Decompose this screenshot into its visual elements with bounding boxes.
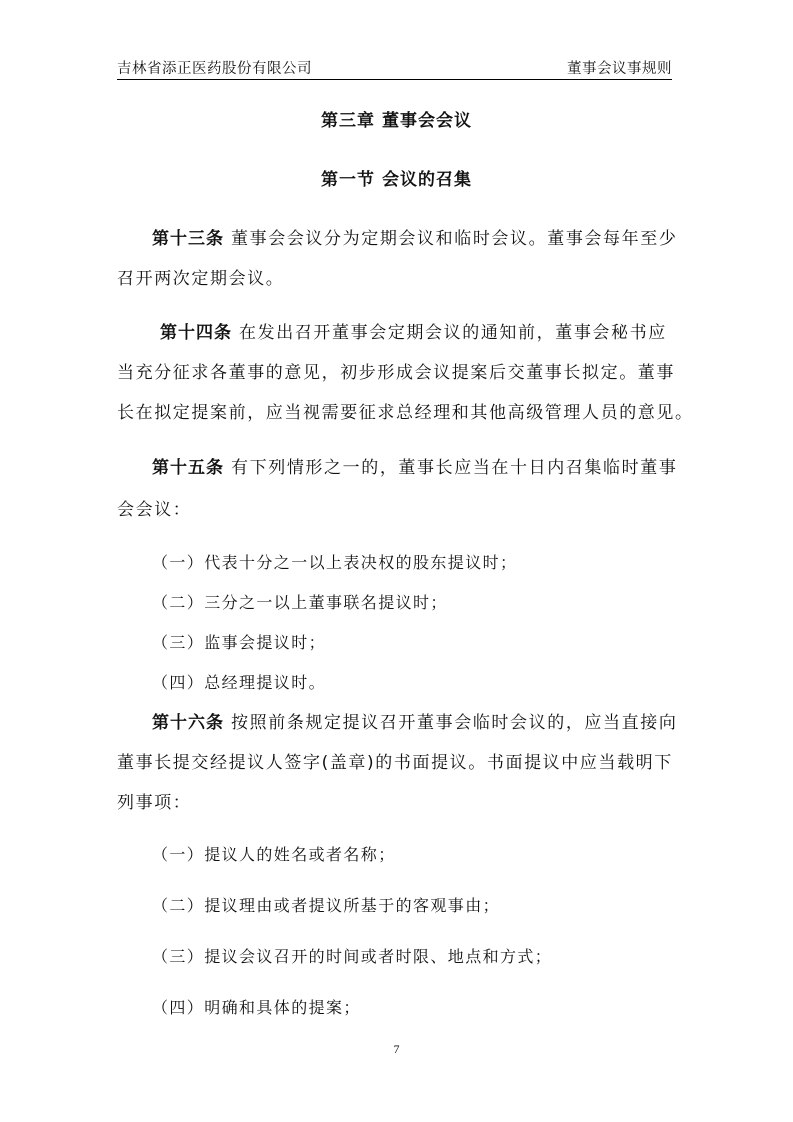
- article-15-line-1: [152, 453, 722, 478]
- article-16-item-4: （四）明确和具体的提案；: [152, 998, 361, 1017]
- article-15-label: 第十五条: [152, 458, 224, 478]
- article-16-line-3: 列事项：: [117, 793, 192, 813]
- article-16-item-1: （一）提议人的姓名或者名称；: [152, 845, 396, 864]
- article-16-item-3: （三）提议会议召开的时间或者时限、地点和方式；: [152, 947, 553, 966]
- page-number: 7: [393, 1042, 400, 1056]
- article-15-item-4: （四）总经理提议时。: [152, 673, 327, 692]
- article-15-text-1: 有下列情形之一的，董事长应当在十日内召集临时董事: [231, 458, 678, 478]
- article-13-line-2: 召开两次定期会议。: [117, 269, 285, 289]
- article-13-label: 第十三条: [152, 229, 224, 249]
- article-16-label: 第十六条: [152, 713, 224, 733]
- article-15-item-2: （二）三分之一以上董事联名提议时；: [152, 593, 448, 612]
- section-title: 第一节 会议的召集: [321, 170, 472, 190]
- header-doc-title: 董事会议事规则: [567, 61, 672, 77]
- article-16-text-1: 按照前条规定提议召开董事会临时会议的，应当直接向: [231, 713, 678, 733]
- page-header: [117, 57, 672, 80]
- article-13-text-1: 董事会会议分为定期会议和临时会议。董事会每年至少: [231, 229, 678, 249]
- article-14-line-3: 长在拟定提案前，应当视需要征求总经理和其他高级管理人员的意见。: [117, 403, 694, 423]
- article-13-line-1: [152, 224, 722, 249]
- article-14-label: 第十四条: [160, 323, 232, 343]
- article-15-item-3: （三）监事会提议时；: [152, 633, 327, 652]
- chapter-title: 第三章 董事会会议: [321, 111, 472, 131]
- article-16-item-2: （二）提议理由或者提议所基于的客观事由；: [152, 896, 501, 915]
- article-14-line-1: [160, 318, 730, 343]
- article-15-line-2: 会会议：: [117, 500, 192, 520]
- article-14-text-1: 在发出召开董事会定期会议的通知前，董事会秘书应: [239, 323, 667, 343]
- article-15-item-1: （一）代表十分之一以上表决权的股东提议时；: [152, 553, 518, 572]
- article-16-line-1: [152, 708, 722, 733]
- article-16-line-2: 董事长提交经提议人签字(盖章)的书面提议。书面提议中应当载明下: [117, 753, 673, 773]
- header-company: 吉林省添正医药股份有限公司: [117, 61, 312, 77]
- article-14-line-2: 当充分征求各董事的意见，初步形成会议提案后交董事长拟定。董事: [117, 363, 675, 383]
